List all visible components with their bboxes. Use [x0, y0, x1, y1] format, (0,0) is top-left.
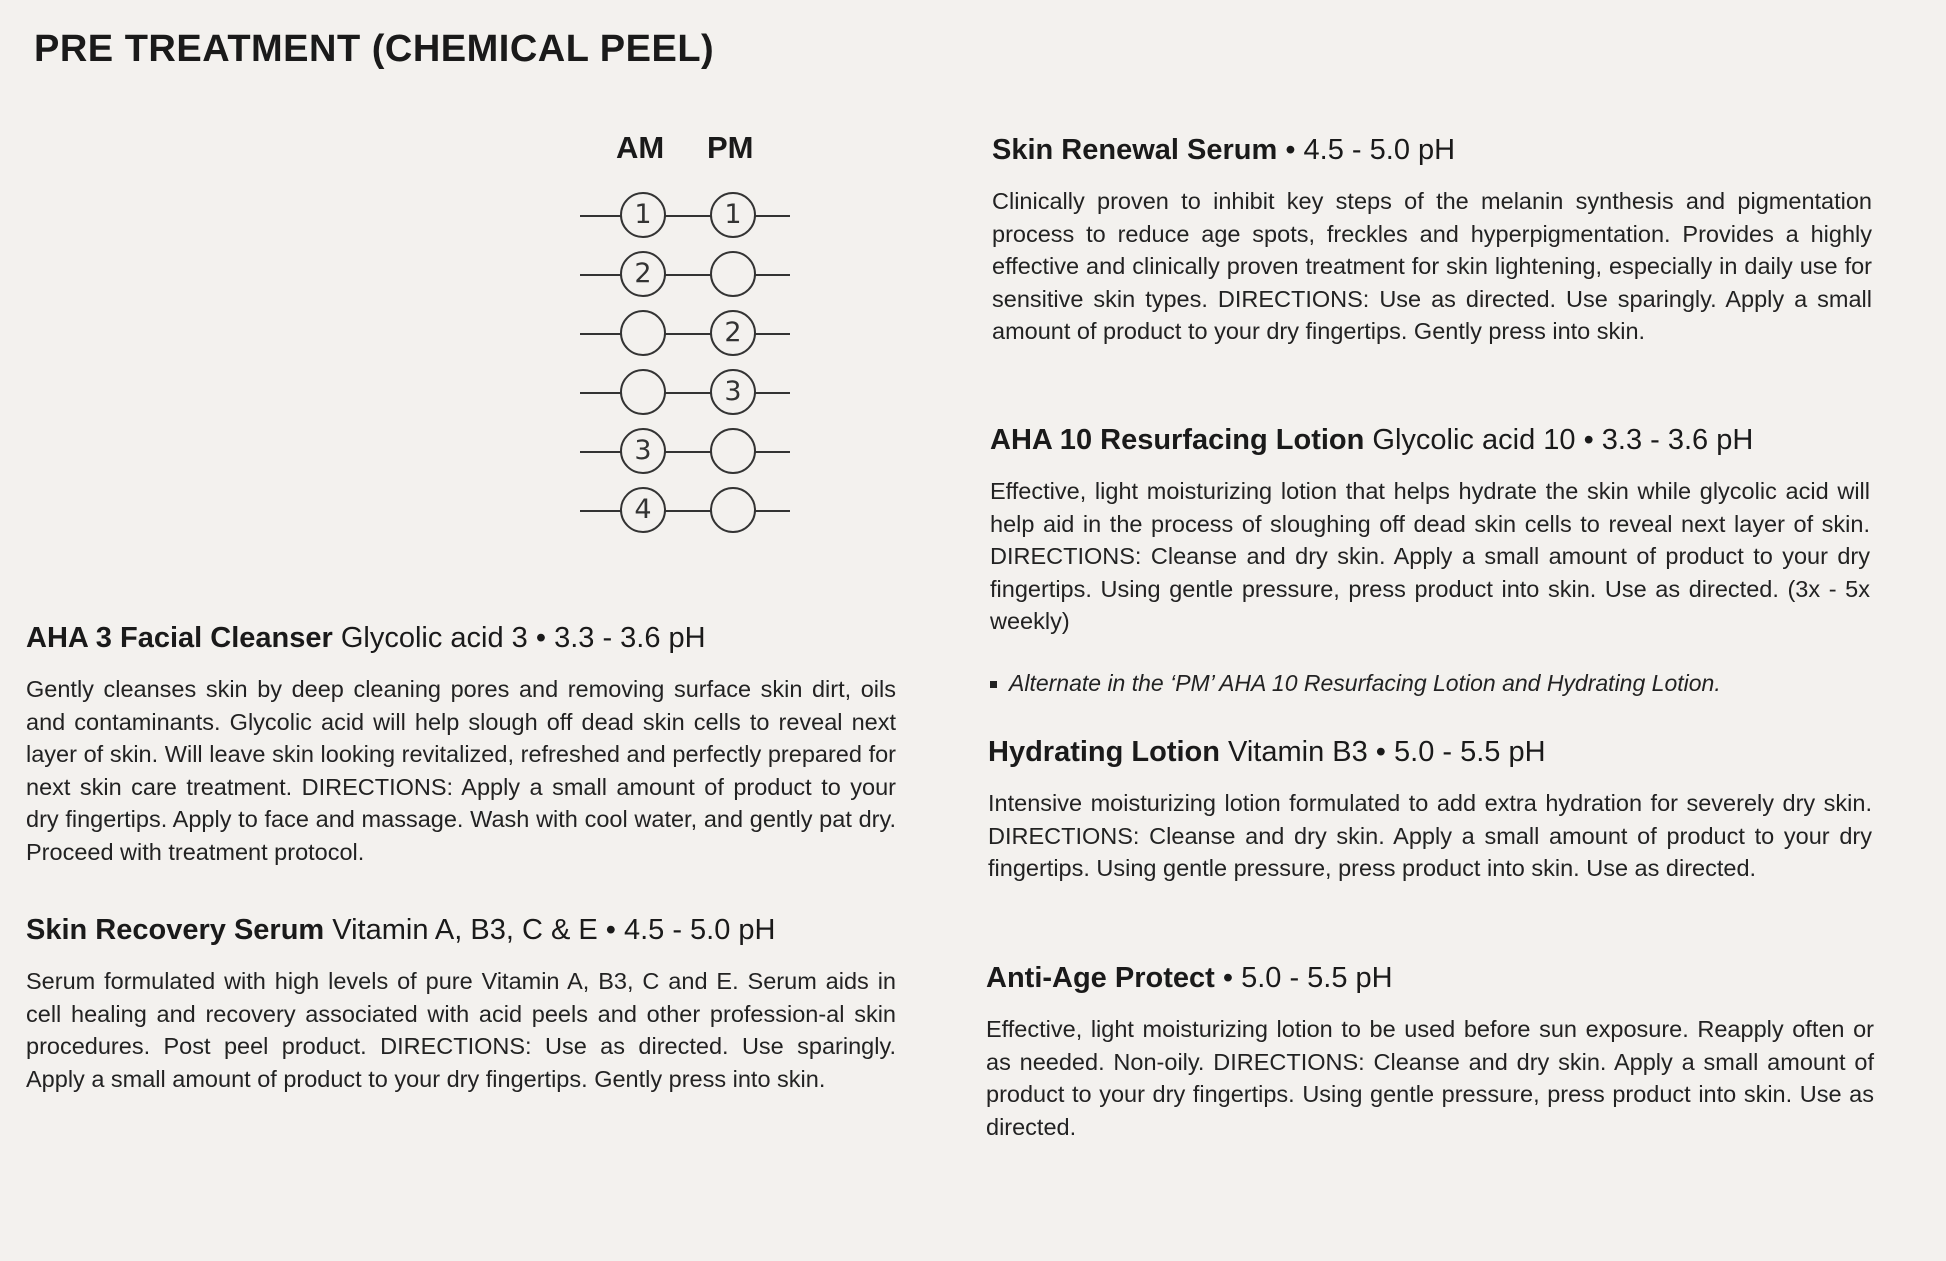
- product-description: Effective, light moisturizing lotion that helps hydrate the skin while glycolic acid will help aid in the process of sloughing off dead skin cells to reveal next layer of skin. DIRECTIONS: Cleanse and dry skin. Apply a small amount of product to your dry fingertips. Using gentle pressure, press product into skin. Use as directed. (3x - 5x weekly): [990, 478, 1870, 634]
- am-column-header: AM: [616, 130, 665, 165]
- schedule-line: [580, 392, 790, 394]
- product-spec: Glycolic acid 3 • 3.3 - 3.6 pH: [340, 622, 706, 654]
- product-name: AHA 10 Resurfacing Lotion: [990, 424, 1365, 456]
- product-spec: Vitamin A, B3, C & E • 4.5 - 5.0 pH: [332, 914, 776, 946]
- bullet-icon: [990, 681, 997, 688]
- product-heading: [990, 424, 1870, 457]
- am-step-circle: 4: [620, 487, 666, 533]
- schedule-line: [580, 333, 790, 335]
- product-renewal: [992, 134, 1872, 348]
- product-description: Effective, light moisturizing lotion to be used before sun exposure. Reapply often or as needed. Non-oily. DIRECTIONS: Cleanse and dry skin. Apply a small amount of product to your dry fingertips. Using gentle pressure, press product into skin. Use as directed.: [986, 1016, 1874, 1140]
- product-name: Skin Recovery Serum: [26, 914, 325, 946]
- product-heading: [992, 134, 1872, 167]
- am-step-circle: 1: [620, 192, 666, 238]
- product-name: AHA 3 Facial Cleanser: [26, 622, 333, 654]
- product-hydrating: [988, 736, 1872, 885]
- schedule-line: [580, 274, 790, 276]
- schedule-line: [580, 451, 790, 453]
- page-title: PRE TREATMENT (CHEMICAL PEEL): [34, 28, 715, 70]
- product-spec: Vitamin B3 • 5.0 - 5.5 pH: [1228, 736, 1546, 768]
- product-heading: [988, 736, 1872, 769]
- product-cleanser: [26, 622, 896, 868]
- schedule-line: [580, 215, 790, 217]
- product-spec: • 5.0 - 5.5 pH: [1222, 962, 1393, 994]
- am-step-circle: 2: [620, 251, 666, 297]
- schedule-line: [580, 510, 790, 512]
- pm-step-circle: 1: [710, 192, 756, 238]
- product-name: Hydrating Lotion: [988, 736, 1220, 768]
- product-resurfacing: [990, 424, 1870, 638]
- pm-step-circle: [710, 428, 756, 474]
- am-pm-schedule: [0, 0, 820, 560]
- product-heading: [986, 962, 1874, 995]
- note-text: Alternate in the ‘PM’ AHA 10 Resurfacing Lotion and Hydrating Lotion.: [1009, 670, 1721, 696]
- pm-column-header: PM: [707, 130, 754, 165]
- pm-step-circle: 3: [710, 369, 756, 415]
- pm-step-circle: [710, 487, 756, 533]
- product-description: Intensive moisturizing lotion formulated to add extra hydration for severely dry skin. DIRECTIONS: Cleanse and dry skin. Apply a small amount of product to your dry fingertips. Using gentle pressure, press product into skin. Use as directed.: [988, 790, 1872, 881]
- product-name: Anti-Age Protect: [986, 962, 1215, 994]
- product-spec: Glycolic acid 10 • 3.3 - 3.6 pH: [1372, 424, 1754, 456]
- am-step-circle: [620, 369, 666, 415]
- schedule-row-resurfacing: [580, 369, 790, 415]
- schedule-row-recovery: [580, 251, 790, 297]
- product-name: Skin Renewal Serum: [992, 134, 1278, 166]
- product-heading: [26, 622, 896, 655]
- pm-step-circle: 2: [710, 310, 756, 356]
- product-spec: • 4.5 - 5.0 pH: [1285, 134, 1456, 166]
- product-description: Serum formulated with high levels of pure Vitamin A, B3, C and E. Serum aids in cell healing and recovery associated with acid peels and other profession-al skin procedures. Post peel product. DIRECTIONS: Use as directed. Use sparingly. Apply a small amount of product to your dry fingertips. Gently press into skin.: [26, 968, 896, 1092]
- product-description: Clinically proven to inhibit key steps of the melanin synthesis and pigmentation process to reduce age spots, freckles and hyperpigmentation. Provides a highly effective and clinically proven treatment for skin lightening, especially in daily use for sensitive skin types. DIRECTIONS: Use as directed. Use sparingly. Apply a small amount of product to your dry fingertips. Gently press into skin.: [992, 188, 1872, 344]
- product-description: Gently cleanses skin by deep cleaning pores and removing surface skin dirt, oils and contaminants. Glycolic acid will help slough off dead skin cells to reveal next layer of skin. Will leave skin looking revitalized, refreshed and perfectly prepared for next skin care treatment. DIRECTIONS: Apply a small amount of product to your dry fingertips. Apply to face and massage. Wash with cool water, and gently pat dry. Proceed with treatment protocol.: [26, 676, 896, 865]
- schedule-row-hydrating: [580, 428, 790, 474]
- schedule-row-renewal: [580, 310, 790, 356]
- product-recovery: [26, 914, 896, 1095]
- am-step-circle: [620, 310, 666, 356]
- schedule-row-cleanser: [580, 192, 790, 238]
- pm-step-circle: [710, 251, 756, 297]
- product-protect: [986, 962, 1874, 1143]
- alternate-note: [990, 670, 1721, 697]
- schedule-row-protect: [580, 487, 790, 533]
- product-heading: [26, 914, 896, 947]
- am-step-circle: 3: [620, 428, 666, 474]
